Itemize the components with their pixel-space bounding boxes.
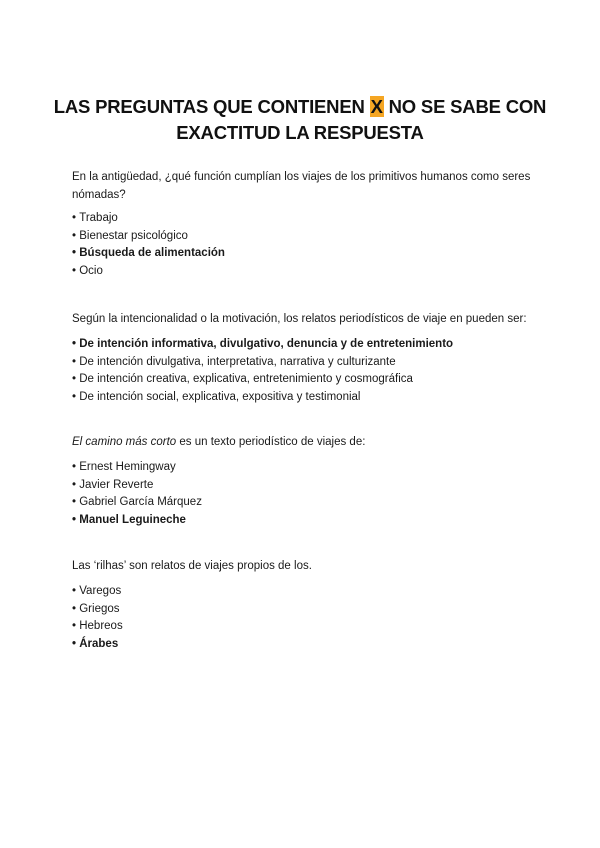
options-list	[72, 583, 532, 653]
page-title	[40, 94, 560, 146]
question-block-3	[72, 433, 532, 529]
question-text: En la antigüedad, ¿qué función cumplían los viajes de los primitivos humanos como seres nómadas?	[72, 171, 531, 201]
question-block-2	[72, 310, 532, 406]
option-item: • Gabriel García Márquez	[72, 494, 532, 512]
options-list	[72, 210, 532, 280]
option-item: • Hebreos	[72, 618, 532, 636]
option-item: • Bienestar psicológico	[72, 228, 532, 246]
question-text: Las ‘rilhas’ son relatos de viajes propios de los.	[72, 560, 312, 572]
question-text-rest: es un texto periodístico de viajes de:	[176, 436, 366, 448]
options-list	[72, 336, 532, 406]
option-item: • De intención divulgativa, interpretativa, narrativa y culturizante	[72, 354, 532, 372]
option-item: • Ernest Hemingway	[72, 459, 532, 477]
title-highlight-x: X	[370, 96, 383, 117]
option-item-correct: • Árabes	[72, 636, 532, 654]
options-list	[72, 459, 532, 529]
option-item: • Ocio	[72, 263, 532, 281]
question-text: Según la intencionalidad o la motivación, los relatos periodísticos de viaje en pueden ser:	[72, 313, 527, 325]
option-item: • Varegos	[72, 583, 532, 601]
option-item-correct: • Manuel Leguineche	[72, 512, 532, 530]
question-block-4	[72, 557, 532, 653]
option-item: • Trabajo	[72, 210, 532, 228]
option-item-correct: • De intención informativa, divulgativo, denuncia y de entretenimiento	[72, 336, 532, 354]
option-item: • De intención social, explicativa, expositiva y testimonial	[72, 389, 532, 407]
option-item: • Javier Reverte	[72, 477, 532, 495]
book-title: El camino más corto	[72, 436, 177, 448]
option-item: • De intención creativa, explicativa, entretenimiento y cosmográfica	[72, 371, 532, 389]
question-block-1	[72, 168, 532, 280]
option-item-correct: • Búsqueda de alimentación	[72, 245, 532, 263]
title-part-2: NO SE SABE CON EXACTITUD LA RESPUESTA	[176, 96, 547, 143]
option-item: • Griegos	[72, 601, 532, 619]
question-text	[72, 433, 532, 451]
title-part-1: LAS PREGUNTAS QUE CONTIENEN	[53, 96, 370, 117]
